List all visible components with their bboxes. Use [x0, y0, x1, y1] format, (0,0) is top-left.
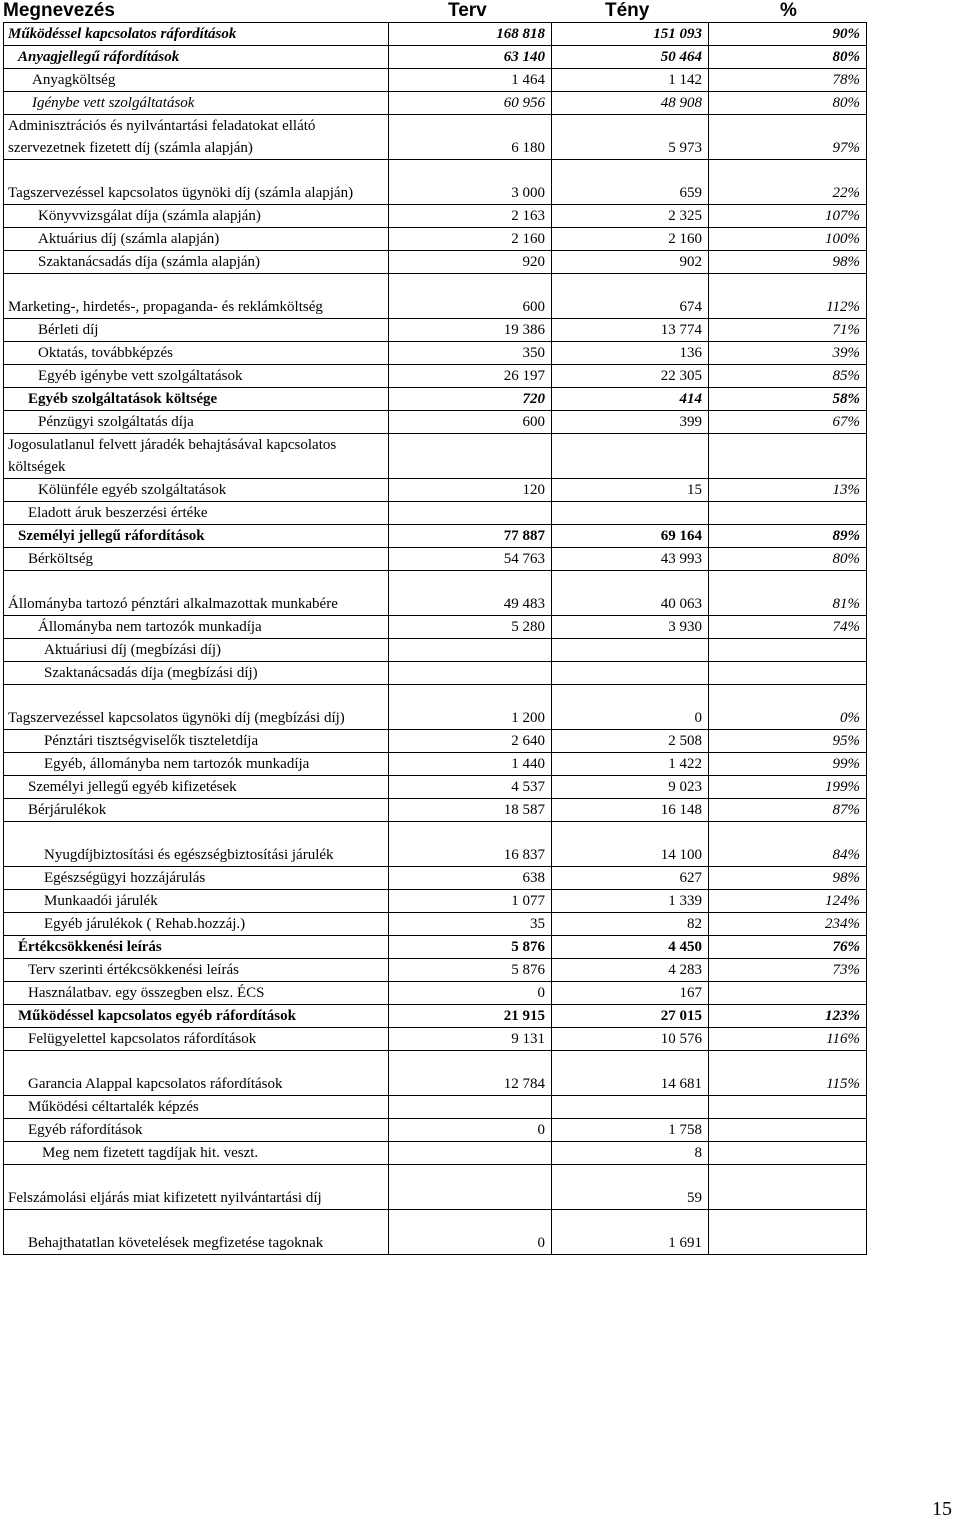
- row-label: Egyéb igénybe vett szolgáltatások: [4, 365, 389, 388]
- row-label: Bérköltség: [4, 548, 389, 571]
- row-terv: 16 837: [389, 822, 552, 867]
- row-pct: 81%: [709, 571, 867, 616]
- table-row: [4, 1210, 867, 1255]
- row-terv: 2 160: [389, 228, 552, 251]
- table-row: [4, 92, 867, 115]
- row-pct: 85%: [709, 365, 867, 388]
- table-row: [4, 685, 867, 730]
- table-row: [4, 753, 867, 776]
- row-terv: 63 140: [389, 46, 552, 69]
- row-label: Működéssel kapcsolatos egyéb ráfordítások: [4, 1005, 389, 1028]
- row-label: Használatbav. egy összegben elsz. ÉCS: [4, 982, 389, 1005]
- row-label: Kölünféle egyéb szolgáltatások: [4, 479, 389, 502]
- row-teny: 13 774: [552, 319, 709, 342]
- row-pct: 74%: [709, 616, 867, 639]
- row-terv: 3 000: [389, 160, 552, 205]
- row-teny: 1 142: [552, 69, 709, 92]
- row-label: Felügyelettel kapcsolatos ráfordítások: [4, 1028, 389, 1051]
- row-pct: 58%: [709, 388, 867, 411]
- row-pct: 0%: [709, 685, 867, 730]
- row-teny: 2 508: [552, 730, 709, 753]
- table-row: [4, 616, 867, 639]
- row-label: Bérleti díj: [4, 319, 389, 342]
- row-pct: [709, 434, 867, 479]
- row-label: Adminisztrációs és nyilvántartási feladatokat ellátó szervezetnek fizetett díj (számla alapján): [4, 115, 389, 160]
- row-teny: 48 908: [552, 92, 709, 115]
- row-terv: 600: [389, 411, 552, 434]
- row-teny: 27 015: [552, 1005, 709, 1028]
- table-row: [4, 867, 867, 890]
- row-pct: 84%: [709, 822, 867, 867]
- row-teny: 151 093: [552, 23, 709, 46]
- row-terv: 5 280: [389, 616, 552, 639]
- table-row: [4, 1119, 867, 1142]
- table-row: [4, 1165, 867, 1210]
- row-label: Egyéb ráfordítások: [4, 1119, 389, 1142]
- row-label: Meg nem fizetett tagdíjak hit. veszt.: [4, 1142, 389, 1165]
- row-teny: 15: [552, 479, 709, 502]
- row-terv: 5 876: [389, 959, 552, 982]
- row-label: Működési céltartalék képzés: [4, 1096, 389, 1119]
- row-teny: 10 576: [552, 1028, 709, 1051]
- row-teny: 59: [552, 1165, 709, 1210]
- table-row: [4, 251, 867, 274]
- row-teny: 167: [552, 982, 709, 1005]
- row-label: Egyéb szolgáltatások költsége: [4, 388, 389, 411]
- row-terv: 60 956: [389, 92, 552, 115]
- row-pct: 73%: [709, 959, 867, 982]
- row-label: Garancia Alappal kapcsolatos ráfordítások: [4, 1051, 389, 1096]
- header-megnevezes: Megnevezés: [3, 0, 115, 21]
- row-pct: 80%: [709, 548, 867, 571]
- row-label: Anyagköltség: [4, 69, 389, 92]
- row-pct: 80%: [709, 92, 867, 115]
- row-terv: [389, 502, 552, 525]
- row-teny: 1 422: [552, 753, 709, 776]
- row-teny: 0: [552, 685, 709, 730]
- row-pct: 234%: [709, 913, 867, 936]
- row-pct: 100%: [709, 228, 867, 251]
- row-teny: 627: [552, 867, 709, 890]
- row-teny: 3 930: [552, 616, 709, 639]
- row-pct: 80%: [709, 46, 867, 69]
- table-row: [4, 388, 867, 411]
- table-row: [4, 936, 867, 959]
- row-teny: 4 283: [552, 959, 709, 982]
- row-teny: 9 023: [552, 776, 709, 799]
- table-row: [4, 46, 867, 69]
- table-row: [4, 69, 867, 92]
- row-teny: 674: [552, 274, 709, 319]
- row-terv: [389, 434, 552, 479]
- row-label: Szaktanácsadás díja (megbízási díj): [4, 662, 389, 685]
- row-pct: 87%: [709, 799, 867, 822]
- row-terv: [389, 1165, 552, 1210]
- table-row: [4, 662, 867, 685]
- row-pct: 99%: [709, 753, 867, 776]
- row-label: Tagszervezéssel kapcsolatos ügynöki díj (megbízási díj): [4, 685, 389, 730]
- row-teny: 8: [552, 1142, 709, 1165]
- row-pct: 78%: [709, 69, 867, 92]
- table-row: [4, 799, 867, 822]
- row-terv: 4 537: [389, 776, 552, 799]
- table-row: [4, 434, 867, 479]
- row-label: Oktatás, továbbképzés: [4, 342, 389, 365]
- row-pct: [709, 982, 867, 1005]
- table-row: [4, 571, 867, 616]
- row-terv: 6 180: [389, 115, 552, 160]
- row-terv: [389, 1142, 552, 1165]
- row-label: Egyéb járulékok ( Rehab.hozzáj.): [4, 913, 389, 936]
- row-teny: [552, 639, 709, 662]
- table-row: [4, 502, 867, 525]
- row-label: Jogosulatlanul felvett járadék behajtásával kapcsolatos költségek: [4, 434, 389, 479]
- table-row: [4, 1051, 867, 1096]
- row-terv: 168 818: [389, 23, 552, 46]
- row-label: Eladott áruk beszerzési értéke: [4, 502, 389, 525]
- row-pct: 112%: [709, 274, 867, 319]
- page-number: 15: [932, 1498, 952, 1520]
- table-row: [4, 1096, 867, 1119]
- row-label: Anyagjellegű ráfordítások: [4, 46, 389, 69]
- row-label: Aktuárius díj (számla alapján): [4, 228, 389, 251]
- row-label: Igénybe vett szolgáltatások: [4, 92, 389, 115]
- header-pct: %: [780, 0, 797, 21]
- row-teny: 14 100: [552, 822, 709, 867]
- row-label: Marketing-, hirdetés-, propaganda- és reklámköltség: [4, 274, 389, 319]
- row-terv: 5 876: [389, 936, 552, 959]
- row-pct: 71%: [709, 319, 867, 342]
- row-terv: 49 483: [389, 571, 552, 616]
- row-label: Behajthatatlan követelések megfizetése tagoknak: [4, 1210, 389, 1255]
- row-teny: 50 464: [552, 46, 709, 69]
- row-pct: 89%: [709, 525, 867, 548]
- table-row: [4, 1142, 867, 1165]
- row-label: Egészségügyi hozzájárulás: [4, 867, 389, 890]
- row-pct: 107%: [709, 205, 867, 228]
- row-pct: 115%: [709, 1051, 867, 1096]
- table-row: [4, 479, 867, 502]
- row-terv: 1 464: [389, 69, 552, 92]
- table-row: [4, 776, 867, 799]
- row-teny: 14 681: [552, 1051, 709, 1096]
- row-terv: 12 784: [389, 1051, 552, 1096]
- row-label: Munkaadói járulék: [4, 890, 389, 913]
- row-pct: [709, 1210, 867, 1255]
- row-terv: 1 077: [389, 890, 552, 913]
- row-teny: 659: [552, 160, 709, 205]
- table-row: [4, 205, 867, 228]
- row-teny: [552, 434, 709, 479]
- table-row: [4, 342, 867, 365]
- row-pct: 22%: [709, 160, 867, 205]
- row-terv: 0: [389, 982, 552, 1005]
- row-label: Értékcsökkenési leírás: [4, 936, 389, 959]
- row-pct: 67%: [709, 411, 867, 434]
- row-terv: 54 763: [389, 548, 552, 571]
- row-label: Felszámolási eljárás miat kifizetett nyilvántartási díj: [4, 1165, 389, 1210]
- row-pct: 124%: [709, 890, 867, 913]
- row-teny: 136: [552, 342, 709, 365]
- row-pct: [709, 639, 867, 662]
- row-terv: 9 131: [389, 1028, 552, 1051]
- row-teny: 1 691: [552, 1210, 709, 1255]
- table-row: [4, 160, 867, 205]
- row-label: Állományba tartozó pénztári alkalmazottak munkabére: [4, 571, 389, 616]
- table-row: [4, 365, 867, 388]
- row-label: Terv szerinti értékcsökkenési leírás: [4, 959, 389, 982]
- row-pct: [709, 502, 867, 525]
- expense-table: [3, 22, 867, 1255]
- row-pct: [709, 1165, 867, 1210]
- row-terv: 600: [389, 274, 552, 319]
- row-pct: [709, 1096, 867, 1119]
- row-terv: 35: [389, 913, 552, 936]
- row-teny: 414: [552, 388, 709, 411]
- row-teny: 1 758: [552, 1119, 709, 1142]
- row-pct: 123%: [709, 1005, 867, 1028]
- row-terv: 26 197: [389, 365, 552, 388]
- table-row: [4, 274, 867, 319]
- row-label: Könyvvizsgálat díja (számla alapján): [4, 205, 389, 228]
- table-body: [4, 23, 867, 1255]
- row-terv: [389, 639, 552, 662]
- table-row: [4, 228, 867, 251]
- row-teny: [552, 662, 709, 685]
- row-terv: [389, 662, 552, 685]
- table-row: [4, 411, 867, 434]
- row-terv: 2 163: [389, 205, 552, 228]
- row-terv: 920: [389, 251, 552, 274]
- row-terv: 1 440: [389, 753, 552, 776]
- row-label: Nyugdíjbiztosítási és egészségbiztosítási járulék: [4, 822, 389, 867]
- row-pct: [709, 662, 867, 685]
- row-terv: 638: [389, 867, 552, 890]
- row-terv: 19 386: [389, 319, 552, 342]
- table-row: [4, 959, 867, 982]
- table-row: [4, 1005, 867, 1028]
- table-row: [4, 982, 867, 1005]
- row-teny: 40 063: [552, 571, 709, 616]
- row-pct: 97%: [709, 115, 867, 160]
- row-pct: 98%: [709, 867, 867, 890]
- row-pct: 13%: [709, 479, 867, 502]
- row-terv: 2 640: [389, 730, 552, 753]
- row-label: Egyéb, állományba nem tartozók munkadíja: [4, 753, 389, 776]
- table-row: [4, 319, 867, 342]
- table-row: [4, 913, 867, 936]
- row-pct: [709, 1119, 867, 1142]
- table-row: [4, 548, 867, 571]
- row-label: Állományba nem tartozók munkadíja: [4, 616, 389, 639]
- table-row: [4, 822, 867, 867]
- row-terv: 21 915: [389, 1005, 552, 1028]
- row-terv: 77 887: [389, 525, 552, 548]
- row-teny: 43 993: [552, 548, 709, 571]
- row-terv: 18 587: [389, 799, 552, 822]
- row-terv: 0: [389, 1119, 552, 1142]
- row-terv: 0: [389, 1210, 552, 1255]
- table-row: [4, 639, 867, 662]
- row-teny: 2 325: [552, 205, 709, 228]
- header-teny: Tény: [605, 0, 650, 21]
- row-pct: [709, 1142, 867, 1165]
- table-row: [4, 730, 867, 753]
- table-row: [4, 23, 867, 46]
- row-label: Pénzügyi szolgáltatás díja: [4, 411, 389, 434]
- table-row: [4, 1028, 867, 1051]
- row-label: Szaktanácsadás díja (számla alapján): [4, 251, 389, 274]
- row-teny: 902: [552, 251, 709, 274]
- row-pct: 95%: [709, 730, 867, 753]
- row-label: Működéssel kapcsolatos ráfordítások: [4, 23, 389, 46]
- row-pct: 98%: [709, 251, 867, 274]
- row-pct: 116%: [709, 1028, 867, 1051]
- table-row: [4, 115, 867, 160]
- row-teny: 4 450: [552, 936, 709, 959]
- row-terv: 120: [389, 479, 552, 502]
- row-terv: 720: [389, 388, 552, 411]
- row-terv: 1 200: [389, 685, 552, 730]
- row-label: Pénztári tisztségviselők tiszteletdíja: [4, 730, 389, 753]
- row-terv: [389, 1096, 552, 1119]
- row-teny: 16 148: [552, 799, 709, 822]
- table-row: [4, 890, 867, 913]
- row-terv: 350: [389, 342, 552, 365]
- row-teny: 399: [552, 411, 709, 434]
- row-teny: 82: [552, 913, 709, 936]
- row-teny: [552, 1096, 709, 1119]
- row-label: Tagszervezéssel kapcsolatos ügynöki díj (számla alapján): [4, 160, 389, 205]
- row-label: Aktuáriusi díj (megbízási díj): [4, 639, 389, 662]
- header-terv: Terv: [448, 0, 487, 21]
- row-teny: 2 160: [552, 228, 709, 251]
- row-teny: 5 973: [552, 115, 709, 160]
- row-label: Személyi jellegű egyéb kifizetések: [4, 776, 389, 799]
- row-pct: 199%: [709, 776, 867, 799]
- row-pct: 39%: [709, 342, 867, 365]
- row-teny: [552, 502, 709, 525]
- row-teny: 69 164: [552, 525, 709, 548]
- row-label: Személyi jellegű ráfordítások: [4, 525, 389, 548]
- row-pct: 76%: [709, 936, 867, 959]
- table-row: [4, 525, 867, 548]
- row-pct: 90%: [709, 23, 867, 46]
- row-label: Bérjárulékok: [4, 799, 389, 822]
- row-teny: 1 339: [552, 890, 709, 913]
- table-header: [0, 0, 866, 22]
- row-teny: 22 305: [552, 365, 709, 388]
